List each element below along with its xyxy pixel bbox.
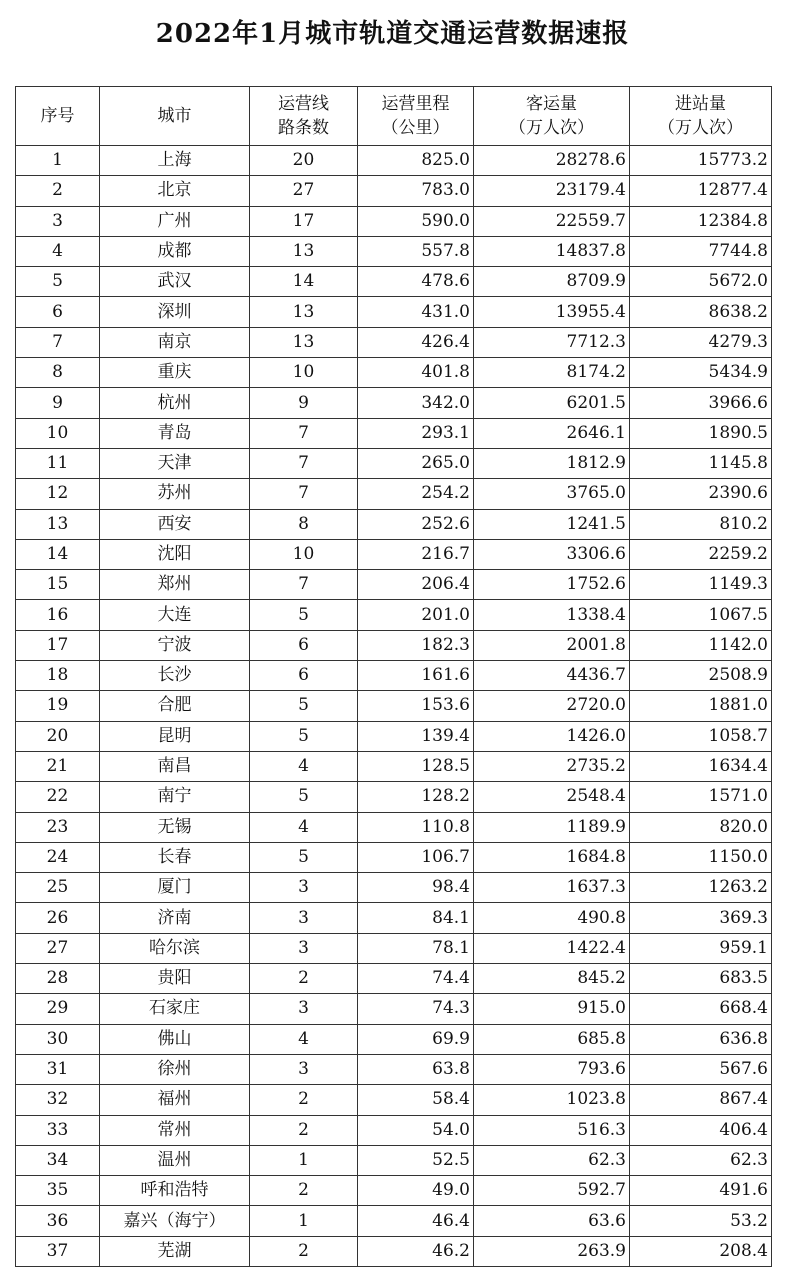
- cell-city: 青岛: [100, 418, 250, 448]
- cell-entries: 406.4: [630, 1115, 772, 1145]
- cell-seq: 36: [16, 1206, 100, 1236]
- table-row: [16, 1054, 772, 1084]
- cell-entries: 12384.8: [630, 206, 772, 236]
- cell-entries: 2259.2: [630, 539, 772, 569]
- cell-mileage: 74.3: [358, 994, 474, 1024]
- cell-seq: 35: [16, 1176, 100, 1206]
- cell-city: 宁波: [100, 630, 250, 660]
- cell-ridership: 2548.4: [474, 782, 630, 812]
- cell-lines: 10: [250, 539, 358, 569]
- cell-ridership: 14837.8: [474, 236, 630, 266]
- cell-entries: 2508.9: [630, 661, 772, 691]
- metro-operations-table: [15, 86, 772, 1267]
- cell-mileage: 49.0: [358, 1176, 474, 1206]
- cell-lines: 3: [250, 873, 358, 903]
- cell-lines: 4: [250, 812, 358, 842]
- table-row: [16, 236, 772, 266]
- cell-seq: 12: [16, 479, 100, 509]
- cell-entries: 867.4: [630, 1085, 772, 1115]
- cell-seq: 3: [16, 206, 100, 236]
- cell-lines: 1: [250, 1145, 358, 1175]
- table-row: [16, 1206, 772, 1236]
- cell-lines: 4: [250, 751, 358, 781]
- cell-seq: 30: [16, 1024, 100, 1054]
- table-row: [16, 509, 772, 539]
- cell-entries: 959.1: [630, 933, 772, 963]
- cell-ridership: 3306.6: [474, 539, 630, 569]
- cell-lines: 5: [250, 842, 358, 872]
- cell-entries: 8638.2: [630, 297, 772, 327]
- cell-lines: 2: [250, 1176, 358, 1206]
- cell-city: 南宁: [100, 782, 250, 812]
- cell-lines: 3: [250, 933, 358, 963]
- cell-entries: 369.3: [630, 903, 772, 933]
- cell-city: 徐州: [100, 1054, 250, 1084]
- cell-city: 苏州: [100, 479, 250, 509]
- cell-entries: 567.6: [630, 1054, 772, 1084]
- cell-city: 呼和浩特: [100, 1176, 250, 1206]
- cell-entries: 1263.2: [630, 873, 772, 903]
- cell-mileage: 128.5: [358, 751, 474, 781]
- table-row: [16, 782, 772, 812]
- cell-ridership: 23179.4: [474, 176, 630, 206]
- cell-mileage: 139.4: [358, 721, 474, 751]
- cell-lines: 27: [250, 176, 358, 206]
- table-row: [16, 1176, 772, 1206]
- header-city-line1: 城市: [157, 106, 192, 126]
- table-row: [16, 661, 772, 691]
- table-row: [16, 630, 772, 660]
- cell-seq: 6: [16, 297, 100, 327]
- cell-city: 芜湖: [100, 1236, 250, 1266]
- cell-city: 佛山: [100, 1024, 250, 1054]
- cell-mileage: 46.4: [358, 1206, 474, 1236]
- header-seq: [16, 87, 100, 146]
- cell-lines: 13: [250, 236, 358, 266]
- table-row: [16, 267, 772, 297]
- cell-entries: 1067.5: [630, 600, 772, 630]
- cell-seq: 22: [16, 782, 100, 812]
- cell-mileage: 98.4: [358, 873, 474, 903]
- cell-lines: 2: [250, 1115, 358, 1145]
- cell-ridership: 8174.2: [474, 358, 630, 388]
- table-row: [16, 176, 772, 206]
- cell-city: 重庆: [100, 358, 250, 388]
- header-mileage-line2: （公里）: [381, 118, 450, 138]
- cell-mileage: 84.1: [358, 903, 474, 933]
- cell-seq: 4: [16, 236, 100, 266]
- table-row: [16, 812, 772, 842]
- cell-lines: 14: [250, 267, 358, 297]
- cell-lines: 6: [250, 630, 358, 660]
- cell-lines: 1: [250, 1206, 358, 1236]
- cell-ridership: 13955.4: [474, 297, 630, 327]
- cell-lines: 2: [250, 1085, 358, 1115]
- cell-entries: 208.4: [630, 1236, 772, 1266]
- cell-mileage: 52.5: [358, 1145, 474, 1175]
- cell-entries: 62.3: [630, 1145, 772, 1175]
- cell-mileage: 216.7: [358, 539, 474, 569]
- cell-seq: 19: [16, 691, 100, 721]
- cell-entries: 1634.4: [630, 751, 772, 781]
- cell-entries: 1058.7: [630, 721, 772, 751]
- cell-entries: 1149.3: [630, 570, 772, 600]
- cell-seq: 15: [16, 570, 100, 600]
- cell-ridership: 1189.9: [474, 812, 630, 842]
- table-row: [16, 146, 772, 176]
- cell-ridership: 1241.5: [474, 509, 630, 539]
- cell-entries: 3966.6: [630, 388, 772, 418]
- cell-seq: 27: [16, 933, 100, 963]
- cell-city: 济南: [100, 903, 250, 933]
- cell-city: 成都: [100, 236, 250, 266]
- cell-lines: 2: [250, 1236, 358, 1266]
- header-row: [16, 87, 772, 146]
- cell-city: 上海: [100, 146, 250, 176]
- cell-seq: 24: [16, 842, 100, 872]
- cell-mileage: 74.4: [358, 964, 474, 994]
- cell-mileage: 557.8: [358, 236, 474, 266]
- cell-city: 贵阳: [100, 964, 250, 994]
- cell-lines: 6: [250, 661, 358, 691]
- page-title: 2022年1月城市轨道交通运营数据速报: [155, 19, 630, 49]
- table-row: [16, 691, 772, 721]
- cell-ridership: 1812.9: [474, 448, 630, 478]
- table-row: [16, 448, 772, 478]
- cell-mileage: 153.6: [358, 691, 474, 721]
- cell-ridership: 22559.7: [474, 206, 630, 236]
- cell-ridership: 592.7: [474, 1176, 630, 1206]
- table-row: [16, 842, 772, 872]
- cell-city: 昆明: [100, 721, 250, 751]
- cell-mileage: 252.6: [358, 509, 474, 539]
- cell-ridership: 6201.5: [474, 388, 630, 418]
- cell-mileage: 206.4: [358, 570, 474, 600]
- cell-mileage: 46.2: [358, 1236, 474, 1266]
- cell-seq: 20: [16, 721, 100, 751]
- cell-lines: 17: [250, 206, 358, 236]
- table-row: [16, 479, 772, 509]
- table-row: [16, 751, 772, 781]
- cell-seq: 23: [16, 812, 100, 842]
- header-mileage: [358, 87, 474, 146]
- cell-lines: 9: [250, 388, 358, 418]
- cell-lines: 3: [250, 994, 358, 1024]
- cell-mileage: 110.8: [358, 812, 474, 842]
- header-entries-line1: 进站量: [675, 94, 726, 114]
- cell-city: 哈尔滨: [100, 933, 250, 963]
- cell-entries: 5672.0: [630, 267, 772, 297]
- cell-lines: 20: [250, 146, 358, 176]
- cell-entries: 1142.0: [630, 630, 772, 660]
- table-row: [16, 933, 772, 963]
- header-ridership: [474, 87, 630, 146]
- cell-ridership: 685.8: [474, 1024, 630, 1054]
- cell-city: 温州: [100, 1145, 250, 1175]
- cell-mileage: 161.6: [358, 661, 474, 691]
- cell-entries: 5434.9: [630, 358, 772, 388]
- cell-city: 常州: [100, 1115, 250, 1145]
- cell-mileage: 293.1: [358, 418, 474, 448]
- cell-lines: 2: [250, 964, 358, 994]
- cell-ridership: 490.8: [474, 903, 630, 933]
- cell-ridership: 915.0: [474, 994, 630, 1024]
- cell-mileage: 69.9: [358, 1024, 474, 1054]
- cell-city: 北京: [100, 176, 250, 206]
- cell-mileage: 182.3: [358, 630, 474, 660]
- cell-entries: 12877.4: [630, 176, 772, 206]
- cell-ridership: 1426.0: [474, 721, 630, 751]
- cell-seq: 14: [16, 539, 100, 569]
- cell-city: 深圳: [100, 297, 250, 327]
- cell-seq: 29: [16, 994, 100, 1024]
- cell-seq: 1: [16, 146, 100, 176]
- cell-ridership: 516.3: [474, 1115, 630, 1145]
- cell-city: 南昌: [100, 751, 250, 781]
- cell-seq: 9: [16, 388, 100, 418]
- header-lines-line2: 路条数: [278, 118, 329, 138]
- cell-ridership: 1338.4: [474, 600, 630, 630]
- cell-lines: 7: [250, 418, 358, 448]
- cell-mileage: 426.4: [358, 327, 474, 357]
- cell-lines: 10: [250, 358, 358, 388]
- cell-city: 杭州: [100, 388, 250, 418]
- header-lines: [250, 87, 358, 146]
- cell-lines: 5: [250, 721, 358, 751]
- cell-mileage: 106.7: [358, 842, 474, 872]
- table-row: [16, 327, 772, 357]
- cell-lines: 7: [250, 570, 358, 600]
- cell-entries: 1890.5: [630, 418, 772, 448]
- cell-mileage: 58.4: [358, 1085, 474, 1115]
- cell-ridership: 62.3: [474, 1145, 630, 1175]
- data-table-container: [15, 86, 772, 1267]
- cell-entries: 636.8: [630, 1024, 772, 1054]
- cell-entries: 491.6: [630, 1176, 772, 1206]
- cell-lines: 13: [250, 327, 358, 357]
- cell-mileage: 78.1: [358, 933, 474, 963]
- cell-seq: 25: [16, 873, 100, 903]
- cell-entries: 810.2: [630, 509, 772, 539]
- cell-ridership: 1637.3: [474, 873, 630, 903]
- cell-entries: 4279.3: [630, 327, 772, 357]
- cell-seq: 32: [16, 1085, 100, 1115]
- table-row: [16, 206, 772, 236]
- cell-city: 长春: [100, 842, 250, 872]
- table-row: [16, 600, 772, 630]
- header-ridership-line2: （万人次）: [509, 118, 594, 138]
- cell-mileage: 265.0: [358, 448, 474, 478]
- cell-seq: 10: [16, 418, 100, 448]
- cell-seq: 28: [16, 964, 100, 994]
- cell-lines: 3: [250, 1054, 358, 1084]
- cell-ridership: 7712.3: [474, 327, 630, 357]
- cell-entries: 820.0: [630, 812, 772, 842]
- cell-entries: 1150.0: [630, 842, 772, 872]
- table-row: [16, 721, 772, 751]
- cell-seq: 34: [16, 1145, 100, 1175]
- cell-lines: 5: [250, 691, 358, 721]
- cell-city: 石家庄: [100, 994, 250, 1024]
- cell-seq: 7: [16, 327, 100, 357]
- cell-lines: 5: [250, 782, 358, 812]
- cell-ridership: 4436.7: [474, 661, 630, 691]
- cell-lines: 5: [250, 600, 358, 630]
- cell-mileage: 783.0: [358, 176, 474, 206]
- cell-entries: 1571.0: [630, 782, 772, 812]
- table-row: [16, 903, 772, 933]
- cell-city: 厦门: [100, 873, 250, 903]
- cell-city: 西安: [100, 509, 250, 539]
- cell-entries: 53.2: [630, 1206, 772, 1236]
- cell-city: 广州: [100, 206, 250, 236]
- cell-seq: 33: [16, 1115, 100, 1145]
- cell-mileage: 401.8: [358, 358, 474, 388]
- cell-mileage: 590.0: [358, 206, 474, 236]
- cell-ridership: 1422.4: [474, 933, 630, 963]
- cell-city: 合肥: [100, 691, 250, 721]
- cell-lines: 7: [250, 448, 358, 478]
- cell-city: 郑州: [100, 570, 250, 600]
- cell-ridership: 2646.1: [474, 418, 630, 448]
- table-row: [16, 388, 772, 418]
- cell-seq: 37: [16, 1236, 100, 1266]
- cell-ridership: 2735.2: [474, 751, 630, 781]
- cell-entries: 2390.6: [630, 479, 772, 509]
- cell-seq: 18: [16, 661, 100, 691]
- cell-city: 沈阳: [100, 539, 250, 569]
- cell-ridership: 1684.8: [474, 842, 630, 872]
- table-row: [16, 1085, 772, 1115]
- table-row: [16, 1145, 772, 1175]
- cell-seq: 11: [16, 448, 100, 478]
- cell-entries: 1145.8: [630, 448, 772, 478]
- table-body: [16, 146, 772, 1267]
- header-entries-line2: （万人次）: [658, 118, 743, 138]
- cell-mileage: 431.0: [358, 297, 474, 327]
- cell-mileage: 128.2: [358, 782, 474, 812]
- cell-seq: 5: [16, 267, 100, 297]
- cell-ridership: 2720.0: [474, 691, 630, 721]
- cell-ridership: 63.6: [474, 1206, 630, 1236]
- cell-ridership: 1023.8: [474, 1085, 630, 1115]
- cell-ridership: 793.6: [474, 1054, 630, 1084]
- cell-city: 嘉兴（海宁）: [100, 1206, 250, 1236]
- table-row: [16, 570, 772, 600]
- header-city: [100, 87, 250, 146]
- cell-lines: 13: [250, 297, 358, 327]
- cell-seq: 31: [16, 1054, 100, 1084]
- cell-seq: 13: [16, 509, 100, 539]
- header-seq-line1: 序号: [40, 106, 75, 126]
- table-row: [16, 964, 772, 994]
- cell-ridership: 845.2: [474, 964, 630, 994]
- cell-city: 无锡: [100, 812, 250, 842]
- table-row: [16, 873, 772, 903]
- cell-seq: 21: [16, 751, 100, 781]
- cell-city: 大连: [100, 600, 250, 630]
- cell-city: 武汉: [100, 267, 250, 297]
- table-row: [16, 994, 772, 1024]
- cell-entries: 7744.8: [630, 236, 772, 266]
- cell-entries: 668.4: [630, 994, 772, 1024]
- cell-entries: 15773.2: [630, 146, 772, 176]
- cell-mileage: 342.0: [358, 388, 474, 418]
- cell-mileage: 63.8: [358, 1054, 474, 1084]
- cell-lines: 4: [250, 1024, 358, 1054]
- cell-city: 长沙: [100, 661, 250, 691]
- cell-city: 天津: [100, 448, 250, 478]
- table-row: [16, 297, 772, 327]
- cell-ridership: 2001.8: [474, 630, 630, 660]
- cell-seq: 8: [16, 358, 100, 388]
- header-mileage-line1: 运营里程: [381, 94, 450, 114]
- table-row: [16, 1024, 772, 1054]
- header-entries: [630, 87, 772, 146]
- cell-seq: 17: [16, 630, 100, 660]
- cell-lines: 8: [250, 509, 358, 539]
- cell-ridership: 28278.6: [474, 146, 630, 176]
- cell-seq: 2: [16, 176, 100, 206]
- cell-city: 南京: [100, 327, 250, 357]
- cell-entries: 683.5: [630, 964, 772, 994]
- cell-lines: 3: [250, 903, 358, 933]
- cell-seq: 16: [16, 600, 100, 630]
- table-row: [16, 418, 772, 448]
- table-row: [16, 539, 772, 569]
- cell-mileage: 54.0: [358, 1115, 474, 1145]
- table-row: [16, 1236, 772, 1266]
- cell-ridership: 263.9: [474, 1236, 630, 1266]
- header-lines-line1: 运营线: [278, 94, 329, 114]
- cell-mileage: 254.2: [358, 479, 474, 509]
- cell-mileage: 478.6: [358, 267, 474, 297]
- cell-seq: 26: [16, 903, 100, 933]
- table-header: [16, 87, 772, 146]
- cell-ridership: 1752.6: [474, 570, 630, 600]
- table-row: [16, 1115, 772, 1145]
- header-ridership-line1: 客运量: [526, 94, 577, 114]
- cell-lines: 7: [250, 479, 358, 509]
- cell-entries: 1881.0: [630, 691, 772, 721]
- cell-ridership: 3765.0: [474, 479, 630, 509]
- cell-mileage: 825.0: [358, 146, 474, 176]
- cell-ridership: 8709.9: [474, 267, 630, 297]
- table-row: [16, 358, 772, 388]
- cell-mileage: 201.0: [358, 600, 474, 630]
- cell-city: 福州: [100, 1085, 250, 1115]
